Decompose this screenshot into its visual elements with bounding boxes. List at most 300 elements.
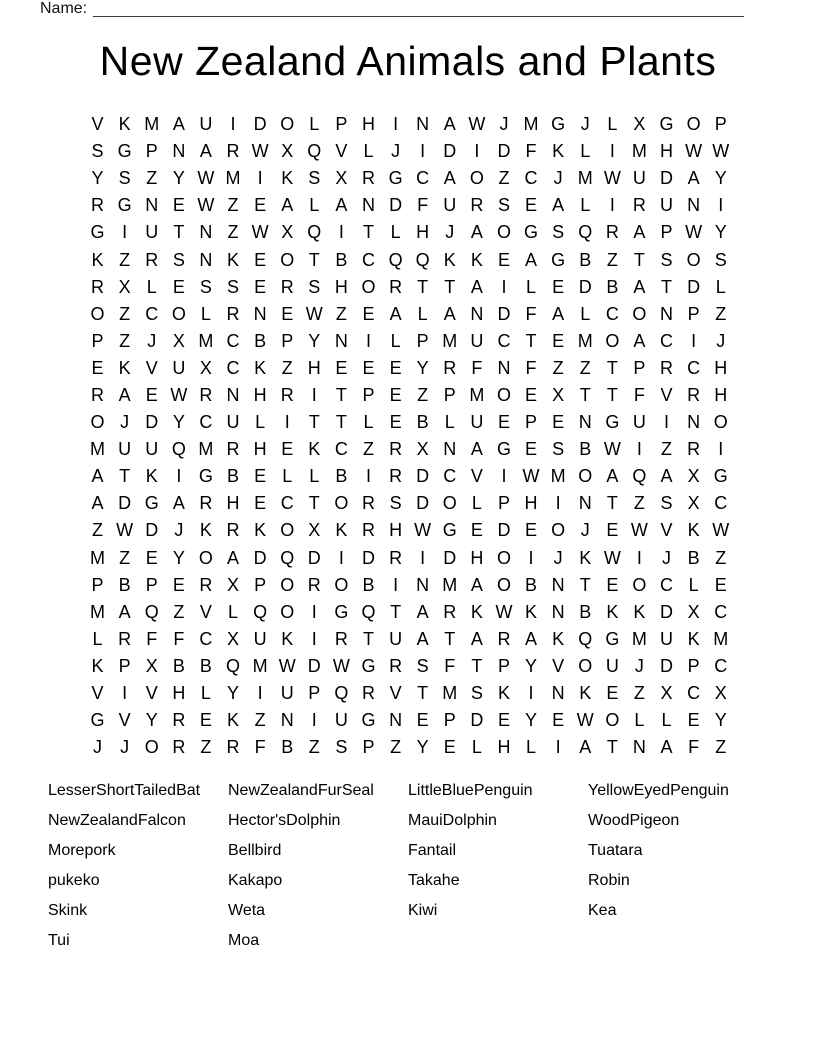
- grid-cell: X: [308, 520, 321, 541]
- grid-cell: E: [172, 195, 185, 216]
- name-field-row: [40, 0, 744, 18]
- page-title: New Zealand Animals and Plants: [99, 38, 717, 84]
- grid-cell: Q: [632, 466, 647, 487]
- grid-cell: Y: [91, 168, 104, 189]
- grid-cell: I: [420, 141, 426, 162]
- grid-cell: T: [173, 222, 185, 243]
- grid-cell: L: [471, 737, 482, 758]
- grid-cell: W: [603, 547, 621, 568]
- grid-cell: E: [714, 574, 727, 595]
- word-list-column: [48, 776, 228, 956]
- grid-cell: W: [414, 520, 432, 541]
- grid-cell: Y: [714, 710, 727, 731]
- grid-cell: A: [172, 493, 185, 514]
- grid-cell: H: [470, 547, 484, 568]
- grid-cell: N: [253, 303, 267, 324]
- grid-cell: H: [253, 384, 267, 405]
- grid-cell: I: [338, 547, 344, 568]
- grid-cell: X: [335, 168, 348, 189]
- grid-cell: L: [580, 141, 591, 162]
- grid-cell: H: [334, 276, 348, 297]
- grid-cell: F: [525, 357, 537, 378]
- grid-cell: E: [335, 357, 348, 378]
- grid-cell: O: [469, 168, 484, 189]
- grid-cell: C: [361, 249, 375, 270]
- grid-cell: P: [525, 412, 538, 433]
- grid-cell: E: [525, 520, 538, 541]
- grid-cell: R: [226, 439, 240, 460]
- grid-cell: Z: [227, 222, 239, 243]
- grid-cell: M: [469, 384, 485, 405]
- grid-cell: E: [606, 520, 619, 541]
- grid-cell: O: [171, 303, 186, 324]
- grid-cell: D: [145, 412, 159, 433]
- grid-cell: P: [714, 114, 727, 135]
- grid-cell: O: [496, 384, 511, 405]
- grid-row: [84, 436, 734, 463]
- grid-cell: U: [145, 222, 159, 243]
- grid-cell: L: [390, 330, 401, 351]
- grid-cell: I: [609, 141, 615, 162]
- grid-cell: R: [199, 493, 213, 514]
- grid-cell: X: [687, 466, 700, 487]
- grid-cell: R: [199, 574, 213, 595]
- grid-cell: L: [282, 466, 293, 487]
- grid-cell: J: [147, 330, 157, 351]
- grid-cell: J: [120, 737, 130, 758]
- grid-cell: U: [280, 683, 294, 704]
- grid-cell: R: [145, 249, 159, 270]
- grid-cell: E: [525, 195, 538, 216]
- grid-cell: V: [389, 683, 402, 704]
- grid-cell: S: [552, 222, 565, 243]
- grid-cell: D: [253, 114, 267, 135]
- grid-cell: H: [497, 737, 511, 758]
- grid-cell: U: [605, 655, 619, 676]
- grid-cell: F: [444, 655, 456, 676]
- grid-cell: U: [199, 114, 213, 135]
- grid-cell: L: [390, 222, 401, 243]
- grid-cell: A: [443, 114, 456, 135]
- grid-cell: T: [606, 737, 618, 758]
- grid-cell: R: [91, 276, 105, 297]
- grid-cell: F: [525, 141, 537, 162]
- grid-cell: D: [660, 655, 674, 676]
- grid-cell: L: [363, 141, 374, 162]
- grid-cell: I: [311, 628, 317, 649]
- grid-cell: L: [200, 683, 211, 704]
- grid-cell: Z: [227, 195, 239, 216]
- grid-cell: L: [417, 303, 428, 324]
- grid-cell: I: [230, 114, 236, 135]
- grid-cell: E: [254, 466, 267, 487]
- grid-cell: I: [284, 412, 290, 433]
- grid-cell: N: [551, 683, 565, 704]
- word-list-item: Fantail: [408, 842, 457, 859]
- grid-cell: U: [443, 195, 457, 216]
- grid-cell: F: [173, 628, 185, 649]
- grid-cell: W: [712, 520, 730, 541]
- grid-cell: L: [146, 276, 157, 297]
- grid-row: [84, 517, 734, 544]
- grid-cell: P: [145, 141, 158, 162]
- grid-cell: V: [335, 141, 348, 162]
- grid-cell: A: [525, 628, 538, 649]
- grid-cell: G: [388, 168, 403, 189]
- grid-cell: O: [144, 737, 159, 758]
- grid-cell: A: [633, 222, 646, 243]
- grid-cell: J: [662, 547, 672, 568]
- grid-cell: N: [199, 222, 213, 243]
- grid-cell: F: [525, 303, 537, 324]
- grid-cell: D: [497, 141, 511, 162]
- grid-cell: W: [603, 168, 621, 189]
- grid-cell: G: [361, 710, 376, 731]
- grid-cell: H: [524, 493, 538, 514]
- grid-cell: O: [578, 655, 593, 676]
- grid-row: [84, 707, 734, 734]
- grid-cell: A: [118, 384, 131, 405]
- grid-cell: N: [145, 195, 159, 216]
- grid-cell: M: [631, 141, 647, 162]
- grid-cell: X: [714, 683, 727, 704]
- grid-cell: H: [714, 384, 728, 405]
- grid-cell: S: [552, 439, 565, 460]
- grid-cell: B: [335, 249, 348, 270]
- grid-row: [84, 653, 734, 680]
- grid-cell: L: [661, 710, 672, 731]
- grid-row: [84, 599, 734, 626]
- grid-cell: D: [253, 547, 267, 568]
- grid-cell: R: [226, 737, 240, 758]
- grid-cell: I: [122, 222, 128, 243]
- grid-cell: L: [471, 493, 482, 514]
- grid-cell: T: [390, 601, 402, 622]
- grid-cell: E: [552, 276, 565, 297]
- grid-cell: X: [281, 141, 294, 162]
- grid-cell: J: [553, 168, 563, 189]
- grid-row: [84, 138, 734, 165]
- grid-cell: K: [227, 249, 240, 270]
- grid-cell: I: [636, 439, 642, 460]
- grid-cell: Z: [661, 439, 673, 460]
- grid-cell: A: [660, 466, 673, 487]
- grid-cell: L: [607, 114, 618, 135]
- grid-cell: F: [146, 628, 158, 649]
- grid-cell: R: [389, 276, 403, 297]
- grid-cell: X: [552, 384, 565, 405]
- grid-cell: C: [605, 303, 619, 324]
- grid-cell: X: [633, 114, 646, 135]
- grid-cell: K: [118, 357, 131, 378]
- grid-cell: K: [470, 601, 483, 622]
- grid-cell: K: [552, 628, 565, 649]
- grid-cell: Z: [119, 547, 131, 568]
- grid-row: [84, 490, 734, 517]
- grid-cell: C: [660, 330, 674, 351]
- grid-cell: C: [145, 303, 159, 324]
- grid-cell: O: [280, 601, 295, 622]
- grid-cell: P: [118, 655, 131, 676]
- grid-cell: Q: [307, 141, 322, 162]
- grid-cell: G: [334, 601, 349, 622]
- grid-cell: R: [389, 439, 403, 460]
- grid-row: [84, 382, 734, 409]
- grid-cell: W: [685, 222, 703, 243]
- grid-cell: E: [470, 520, 483, 541]
- grid-cell: Z: [552, 357, 564, 378]
- grid-cell: X: [227, 628, 240, 649]
- grid-cell: J: [120, 412, 130, 433]
- grid-cell: V: [552, 655, 565, 676]
- grid-cell: A: [443, 168, 456, 189]
- grid-cell: Y: [525, 710, 538, 731]
- grid-cell: D: [497, 303, 511, 324]
- grid-cell: Z: [498, 168, 510, 189]
- grid-cell: A: [552, 303, 565, 324]
- grid-cell: U: [145, 439, 159, 460]
- grid-cell: I: [609, 195, 615, 216]
- grid-cell: N: [632, 737, 646, 758]
- grid-cell: M: [90, 601, 106, 622]
- grid-cell: I: [393, 574, 399, 595]
- grid-cell: X: [227, 574, 240, 595]
- grid-cell: U: [118, 439, 132, 460]
- grid-cell: B: [416, 412, 429, 433]
- grid-cell: V: [660, 520, 673, 541]
- grid-cell: D: [443, 141, 457, 162]
- grid-cell: R: [361, 683, 375, 704]
- grid-cell: M: [442, 574, 458, 595]
- grid-cell: M: [225, 168, 241, 189]
- grid-cell: A: [633, 330, 646, 351]
- grid-cell: N: [389, 710, 403, 731]
- grid-cell: C: [226, 330, 240, 351]
- grid-cell: Z: [579, 357, 591, 378]
- grid-cell: Y: [172, 547, 185, 568]
- grid-cell: P: [416, 330, 429, 351]
- grid-cell: A: [172, 114, 185, 135]
- grid-cell: K: [91, 655, 104, 676]
- grid-cell: I: [393, 114, 399, 135]
- grid-cell: E: [281, 303, 294, 324]
- grid-cell: Z: [119, 330, 131, 351]
- grid-cell: Z: [417, 384, 429, 405]
- grid-cell: C: [687, 357, 701, 378]
- grid-cell: A: [470, 276, 483, 297]
- word-list: [48, 776, 788, 956]
- grid-cell: T: [579, 384, 591, 405]
- grid-cell: W: [116, 520, 134, 541]
- grid-cell: P: [145, 574, 158, 595]
- grid-cell: C: [280, 493, 294, 514]
- grid-cell: T: [633, 249, 645, 270]
- grid-cell: E: [525, 384, 538, 405]
- grid-cell: R: [605, 222, 619, 243]
- grid-cell: O: [632, 574, 647, 595]
- grid-cell: J: [499, 114, 509, 135]
- grid-cell: O: [90, 412, 105, 433]
- grid-cell: P: [497, 493, 510, 514]
- word-list-item: Kea: [588, 902, 617, 919]
- grid-cell: F: [688, 737, 700, 758]
- grid-cell: T: [606, 357, 618, 378]
- grid-cell: P: [91, 330, 104, 351]
- grid-cell: Y: [416, 737, 429, 758]
- grid-cell: B: [606, 276, 619, 297]
- grid-cell: T: [335, 384, 347, 405]
- grid-cell: K: [579, 683, 592, 704]
- grid-cell: Z: [146, 168, 158, 189]
- grid-cell: Z: [200, 737, 212, 758]
- grid-cell: Z: [715, 737, 727, 758]
- grid-cell: M: [198, 330, 214, 351]
- grid-cell: D: [443, 547, 457, 568]
- grid-cell: M: [631, 628, 647, 649]
- grid-cell: L: [309, 195, 320, 216]
- grid-cell: A: [525, 249, 538, 270]
- grid-cell: U: [172, 357, 186, 378]
- grid-cell: E: [199, 710, 212, 731]
- word-list-item: WoodPigeon: [588, 812, 680, 829]
- word-list-item: Kakapo: [228, 872, 283, 889]
- grid-cell: I: [501, 466, 507, 487]
- grid-cell: K: [308, 439, 321, 460]
- grid-cell: K: [199, 520, 212, 541]
- grid-cell: I: [528, 547, 534, 568]
- grid-cell: L: [363, 412, 374, 433]
- grid-row: [84, 409, 734, 436]
- grid-cell: W: [685, 141, 703, 162]
- grid-cell: S: [308, 168, 321, 189]
- grid-cell: G: [442, 520, 457, 541]
- grid-cell: H: [714, 357, 728, 378]
- grid-cell: K: [687, 628, 700, 649]
- grid-cell: S: [199, 276, 212, 297]
- grid-cell: I: [718, 439, 724, 460]
- grid-cell: V: [145, 357, 158, 378]
- grid-cell: R: [660, 357, 674, 378]
- grid-cell: Z: [119, 303, 131, 324]
- grid-cell: Z: [390, 737, 402, 758]
- grid-cell: G: [605, 412, 620, 433]
- grid-cell: K: [281, 168, 294, 189]
- grid-cell: K: [579, 547, 592, 568]
- grid-cell: V: [145, 683, 158, 704]
- grid-cell: A: [443, 303, 456, 324]
- grid-cell: G: [361, 655, 376, 676]
- grid-cell: C: [199, 412, 213, 433]
- grid-cell: B: [579, 439, 592, 460]
- grid-cell: E: [497, 249, 510, 270]
- grid-cell: P: [91, 574, 104, 595]
- grid-cell: O: [280, 520, 295, 541]
- grid-cell: S: [335, 737, 348, 758]
- grid-cell: L: [309, 114, 320, 135]
- grid-cell: O: [334, 493, 349, 514]
- grid-cell: R: [470, 195, 484, 216]
- grid-cell: Q: [280, 547, 295, 568]
- grid-cell: O: [496, 222, 511, 243]
- grid-cell: J: [93, 737, 103, 758]
- grid-cell: O: [361, 276, 376, 297]
- word-list-item: Weta: [228, 902, 266, 919]
- grid-cell: I: [691, 330, 697, 351]
- grid-cell: W: [197, 168, 215, 189]
- grid-cell: I: [311, 710, 317, 731]
- grid-cell: W: [197, 195, 215, 216]
- grid-cell: M: [252, 655, 268, 676]
- grid-cell: R: [389, 655, 403, 676]
- grid-cell: K: [525, 601, 538, 622]
- grid-cell: I: [257, 168, 263, 189]
- grid-cell: E: [389, 412, 402, 433]
- grid-cell: R: [91, 195, 105, 216]
- grid-cell: I: [555, 493, 561, 514]
- grid-cell: Q: [361, 601, 376, 622]
- grid-cell: R: [226, 303, 240, 324]
- grid-cell: Y: [525, 655, 538, 676]
- grid-cell: B: [687, 547, 700, 568]
- grid-cell: U: [632, 168, 646, 189]
- grid-cell: K: [443, 249, 456, 270]
- grid-cell: V: [91, 114, 104, 135]
- grid-cell: Z: [173, 601, 185, 622]
- grid-cell: V: [660, 384, 673, 405]
- grid-cell: B: [281, 737, 294, 758]
- grid-cell: I: [365, 466, 371, 487]
- grid-cell: E: [172, 574, 185, 595]
- grid-cell: U: [660, 195, 674, 216]
- grid-cell: D: [389, 195, 403, 216]
- grid-cell: R: [199, 384, 213, 405]
- grid-cell: R: [226, 141, 240, 162]
- word-list-item: LittleBluePenguin: [408, 782, 533, 799]
- grid-row: [84, 734, 734, 761]
- grid-cell: E: [389, 357, 402, 378]
- grid-cell: J: [174, 520, 184, 541]
- grid-cell: N: [226, 384, 240, 405]
- grid-cell: E: [254, 195, 267, 216]
- grid-cell: W: [495, 601, 513, 622]
- grid-cell: P: [633, 357, 646, 378]
- grid-cell: L: [309, 466, 320, 487]
- grid-cell: Y: [416, 357, 429, 378]
- grid-cell: A: [470, 222, 483, 243]
- grid-cell: O: [280, 249, 295, 270]
- grid-cell: M: [442, 683, 458, 704]
- grid-cell: E: [443, 737, 456, 758]
- grid-cell: D: [145, 520, 159, 541]
- grid-cell: B: [118, 574, 131, 595]
- grid-cell: U: [334, 710, 348, 731]
- grid-row: [84, 165, 734, 192]
- grid-cell: Q: [171, 439, 186, 460]
- grid-cell: N: [470, 303, 484, 324]
- grid-cell: Z: [92, 520, 104, 541]
- grid-cell: E: [91, 357, 104, 378]
- grid-cell: K: [552, 141, 565, 162]
- grid-cell: R: [91, 384, 105, 405]
- grid-cell: P: [362, 737, 375, 758]
- grid-cell: T: [444, 628, 456, 649]
- grid-cell: A: [335, 195, 348, 216]
- grid-cell: N: [578, 412, 592, 433]
- grid-cell: C: [416, 168, 430, 189]
- grid-cell: I: [528, 683, 534, 704]
- grid-cell: E: [606, 683, 619, 704]
- grid-cell: I: [338, 222, 344, 243]
